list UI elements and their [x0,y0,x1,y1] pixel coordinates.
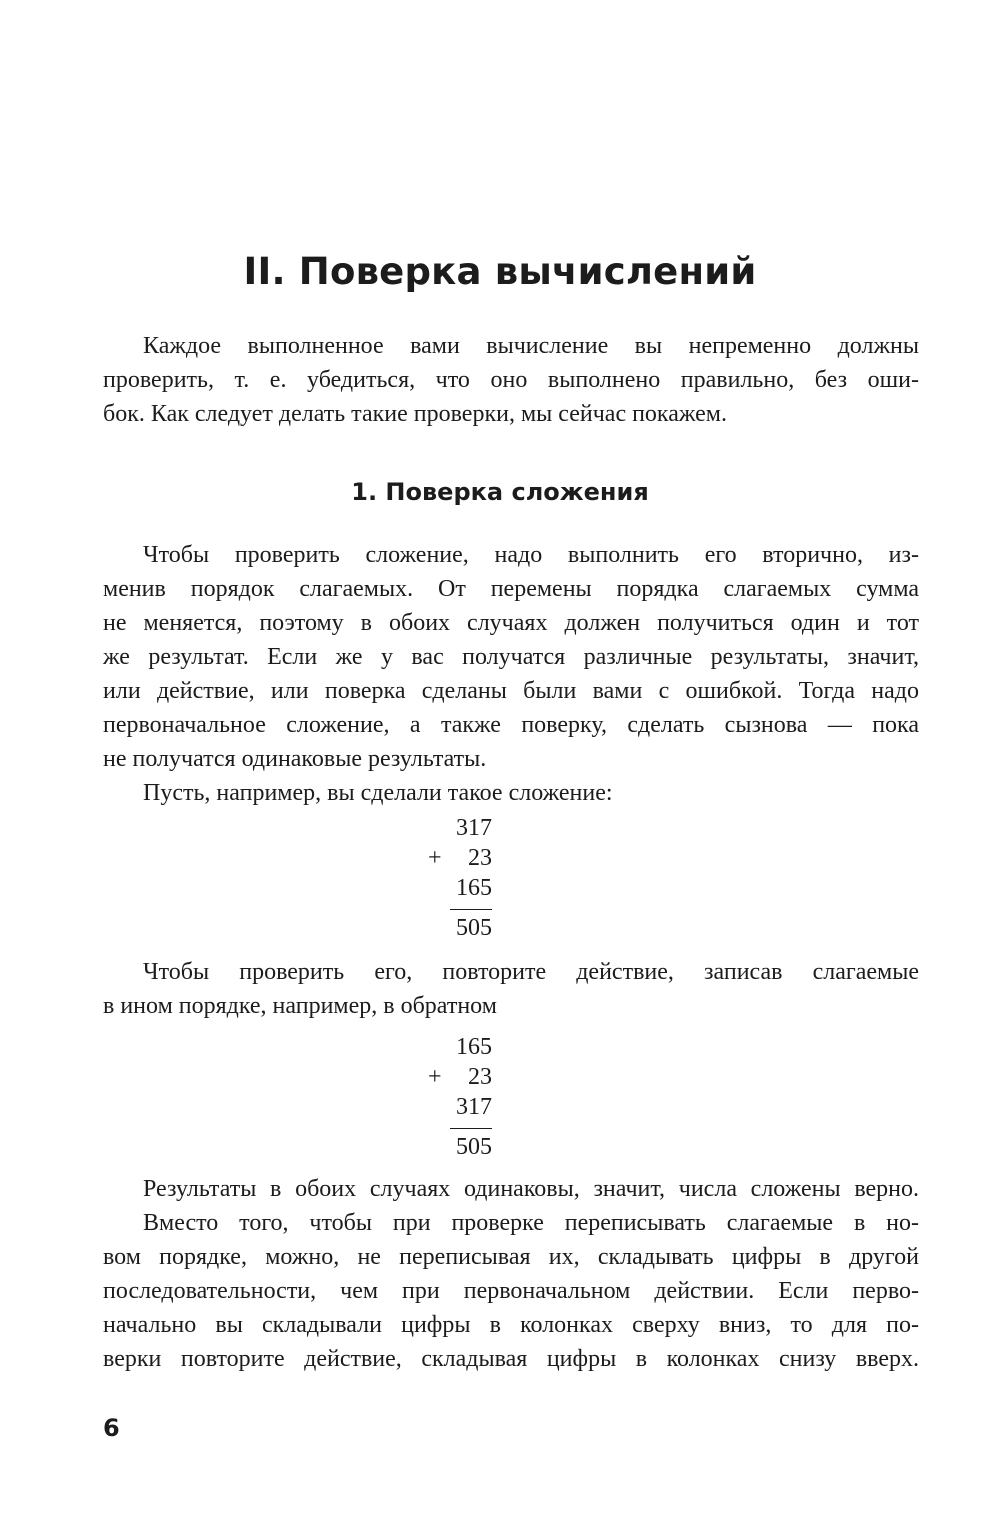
plus-sign: + [428,845,442,871]
text-line: начально вы складывали цифры в колонках сверху вниз, то для по- [103,1312,919,1338]
section-title: 1. Поверка сложения [351,478,649,506]
paragraph-5 [103,1206,919,1376]
text-line: Вместо того, чтобы при проверке переписывать слагаемые в но- [143,1210,919,1236]
text-line: Пусть, например, вы сделали такое сложение: [143,780,613,806]
text-line: же результат. Если же у вас получатся различные результаты, значит, [103,644,919,670]
sum-total: 505 [456,915,492,941]
text-line: или действие, или поверка сделаны были вами с ошибкой. Тогда надо [103,678,919,704]
text-line: бок. Как следует делать такие проверки, мы сейчас покажем. [103,401,727,427]
text-line: Чтобы проверить его, повторите действие, записав слагаемые [143,959,919,985]
chapter-title: II. Поверка вычислений [243,250,757,293]
text-line: первоначальное сложение, а также поверку, сделать сызнова — пока [103,712,919,738]
addend: 317 [456,1094,492,1120]
text-line: не получатся одинаковые результаты. [103,746,487,772]
paragraph-3 [103,955,919,1023]
paragraph-1 [103,538,919,810]
addition-example-1 [372,813,492,943]
sum-rule [450,909,492,910]
addend: 23 [468,845,492,871]
page-number: 6 [103,1414,120,1442]
text-line: Результаты в обоих случаях одинаковы, значит, числа сложены верно. [143,1176,919,1202]
text-line: Чтобы проверить сложение, надо выполнить его вторично, из- [143,542,919,568]
text-line: последовательности, чем при первоначальном действии. Если перво- [103,1278,919,1304]
addend: 317 [456,815,492,841]
paragraph-4 [103,1172,919,1206]
text-line: не меняется, поэтому в обоих случаях должен получиться один и тот [103,610,919,636]
plus-sign: + [428,1064,442,1090]
text-line: Каждое выполненное вами вычисление вы непременно должны [143,333,919,359]
intro-paragraph [103,329,919,431]
addend: 165 [456,875,492,901]
addend: 165 [456,1034,492,1060]
text-line: в ином порядке, например, в обратном [103,993,497,1019]
addend: 23 [468,1064,492,1090]
sum-rule [450,1128,492,1129]
text-line: менив порядок слагаемых. От перемены порядка слагаемых сумма [103,576,919,602]
text-line: верки повторите действие, складывая цифры в колонках снизу вверх. [103,1346,919,1372]
sum-total: 505 [456,1134,492,1160]
text-line: проверить, т. е. убедиться, что оно выполнено правильно, без оши- [103,367,919,393]
addition-example-2 [372,1032,492,1162]
text-line: вом порядке, можно, не переписывая их, складывать цифры в другой [103,1244,919,1270]
